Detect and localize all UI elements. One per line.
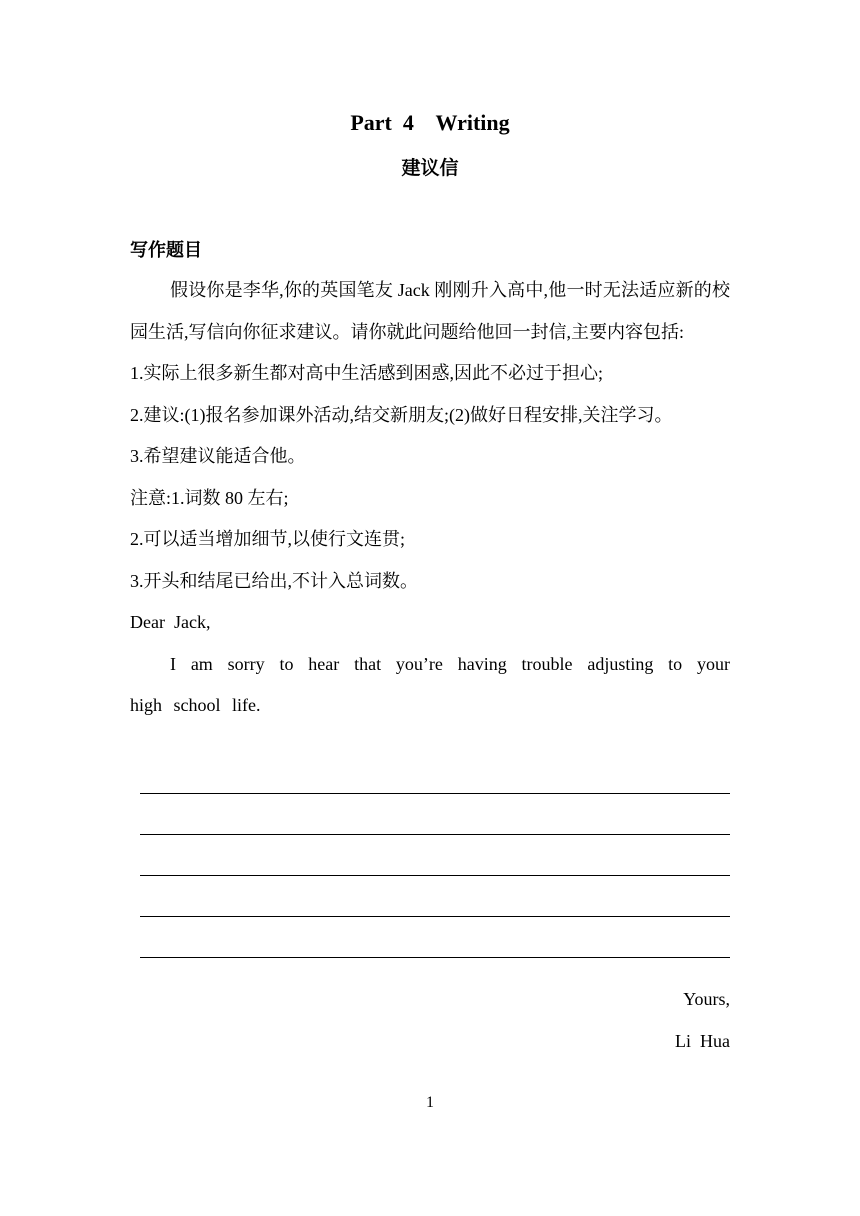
answer-line[interactable] (140, 957, 730, 958)
letter-closing (675, 979, 730, 1062)
answer-lines (140, 793, 730, 998)
answer-line[interactable] (140, 793, 730, 794)
section-label: 写作题目 (130, 240, 202, 261)
answer-line[interactable] (140, 875, 730, 876)
prompt-item-3: 3.希望建议能适合他。 (130, 446, 306, 466)
prompt-item-2: 2.建议:(1)报名参加课外活动,结交新朋友;(2)做好日程安排,关注学习。 (130, 404, 673, 425)
page-number: 1 (426, 1094, 434, 1111)
letter-opening: I am sorry to hear that you’re having trouble adjusting to your high school life. (130, 653, 730, 715)
answer-line[interactable] (140, 834, 730, 835)
letter-signoff: Yours, (683, 989, 730, 1009)
letter-signature: Li Hua (675, 1030, 730, 1051)
prompt-note-3: 3.开头和结尾已给出,不计入总词数。 (130, 570, 418, 591)
answer-line[interactable] (140, 916, 730, 917)
prompt-intro: 假设你是李华,你的英国笔友 Jack 刚刚升入高中,他一时无法适应新的校园生活,写信向你征求建议。请你就此问题给他回一封信,主要内容包括: (130, 280, 730, 342)
page-subtitle: 建议信 (401, 157, 459, 179)
prompt-note-1: 注意:1.词数 80 左右; (130, 487, 289, 508)
writing-prompt (130, 270, 730, 727)
prompt-item-1: 1.实际上很多新生都对高中生活感到困惑,因此不必过于担心; (130, 363, 603, 383)
page-title: Part 4 Writing (350, 110, 510, 135)
letter-greeting: Dear Jack, (130, 612, 211, 632)
prompt-note-2: 2.可以适当增加细节,以使行文连贯; (130, 529, 405, 549)
